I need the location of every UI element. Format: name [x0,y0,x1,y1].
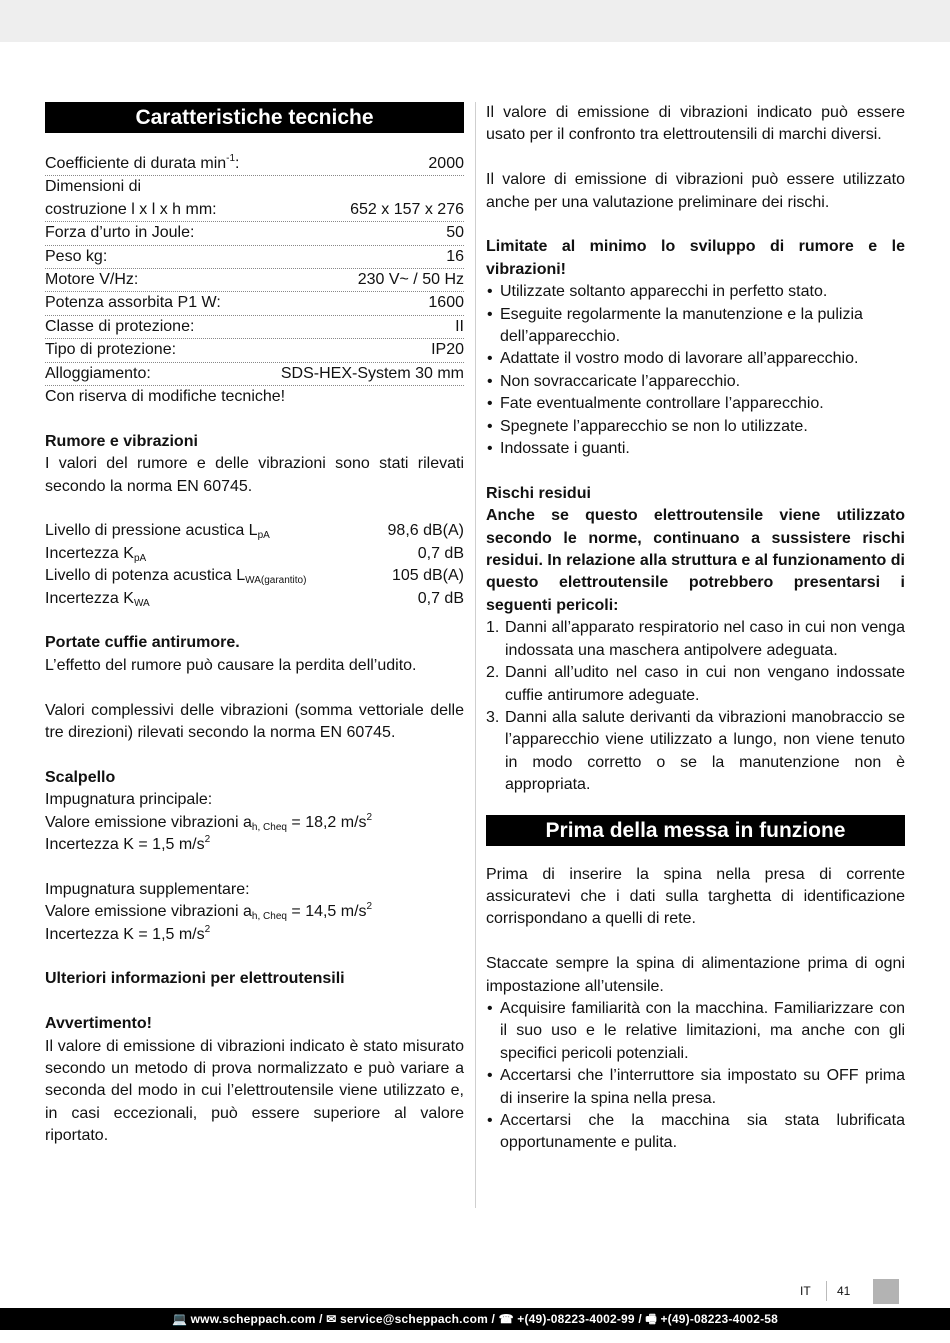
spec-row: Alloggiamento: SDS-HEX-System 30 mm [45,363,464,386]
spec-value: 1600 [428,294,464,312]
list-item: • Spegnete l’apparecchio se non lo utilizzate. [486,416,905,438]
spec-value: 2000 [428,155,464,172]
vibration-text: Valori complessivi delle vibrazioni (somma vettoriale delle tre direzioni) rilevati secondo la norma EN 60745. [45,701,464,741]
sound-values [45,520,464,610]
reserve-note: Con riserva di modifiche tecniche! [45,387,286,405]
sup-grip-label: Impugnatura supplementare: [45,880,250,898]
start-list [486,998,905,1155]
footer-contact-bar: 💻 www.scheppach.com / ✉ service@scheppach.com / ☎ +(49)-08223-4002-99 / 🖷 +(49)-08223-4002-58 [0,1308,950,1330]
paragraph: Staccate sempre la spina di alimentazione prima di ogni impostazione all’utensile. [486,955,905,995]
limit-list [486,281,905,460]
sound-row: Incertezza $K_{WA}$ 0,7 dB [45,589,464,609]
sup-grip-uncertainty: Incertezza K = 1,5 $m/s^2$ [45,923,211,943]
warning-title: Avvertimento! [45,1015,152,1033]
ear-protection-title: Portate cuffie antirumore. [45,634,240,652]
sound-row: Incertezza $K_{pA}$ 0,7 dB [45,544,464,564]
list-item: • Fate eventualmente controllare l’apparecchio. [486,393,905,415]
page-number-separator [826,1281,827,1301]
noise-text: I valori del rumore e delle vibrazioni sono stati rilevati secondo la norma EN 60745. [45,455,464,495]
page-number: 41 [837,1284,851,1298]
spec-value: 652 x 157 x 276 [350,200,464,218]
spec-value: IP20 [431,341,464,359]
spec-row: Classe di protezione: II [45,316,464,339]
list-item: 3. Danni alla salute derivanti da vibrazioni manobraccio se l’apparecchio viene utilizzato a lungo, non viene tenuto in modo corretto o se la manutenzione non è appropriata. [486,708,905,794]
spec-row: Peso kg: 16 [45,246,464,269]
spec-value: II [455,317,464,335]
chisel-title: Scalpello [45,768,116,786]
paragraph: Il valore di emissione di vibrazioni indicato può essere usato per il confronto tra elettroutensili di marchi diversi. [486,104,905,144]
more-info-title: Ulteriori informazioni per elettroutensili [45,970,345,988]
list-item: • Eseguite regolarmente la manutenzione e la pulizia dell’apparecchio. [486,304,905,349]
spec-row: Tipo di protezione: IP20 [45,339,464,362]
spec-row: Potenza assorbita P1 W: 1600 [45,292,464,315]
main-grip-uncertainty: Incertezza K = 1,5 $m/s^2$ [45,833,211,853]
spec-value: 50 [446,224,464,242]
warning-text: Il valore di emissione di vibrazioni indicato è stato misurato secondo un metodo di prova normalizzato e può variare a seconda del modo in cui l’elettroutensile viene utilizzato e, in casi eccezionali, può essere superiore al valore riportato. [45,1037,464,1145]
paragraph: Prima di inserire la spina nella presa di corrente assicuratevi che i dati sulla targhetta di identificazione corrispondano a quelli di rete. [486,865,905,928]
noise-title: Rumore e vibrazioni [45,432,198,450]
page-tab-marker [873,1279,899,1304]
sup-grip-vibration: Valore emissione vibrazioni $a_{h, Cheq} = 14,5$ $m/s^2$ [45,901,373,923]
spec-row: Motore V/Hz: 230 V~ / 50 Hz [45,269,464,292]
top-band [0,0,950,42]
list-item: • Acquisire familiarità con la macchina. Familiarizzare con il suo uso e le relative limitazioni, ma anche con gli specifici pericoli potenziali. [486,998,905,1065]
list-item: • Adattate il vostro modo di lavorare all’apparecchio. [486,348,905,370]
list-item: 2. Danni all’udito nel caso in cui non vengano indossate cuffie antirumore adeguate. [486,664,905,704]
sound-row: Livello di potenza acustica $L_{WA(garantito)}$ 105 dB(A) [45,567,464,587]
language-code: IT [800,1284,811,1298]
list-item: • Accertarsi che la macchina sia stata lubrificata opportunamente e pulita. [486,1110,905,1155]
left-column [45,102,464,1148]
risk-list [486,617,905,796]
risk-title: Rischi residui [486,484,591,502]
spec-value: 16 [446,247,464,265]
list-item: • Accertarsi che l’interruttore sia impostato su OFF prima di inserire la spina nella presa. [486,1065,905,1110]
ear-protection-text: L’effetto del rumore può causare la perdita dell’udito. [45,656,417,674]
limit-title: Limitate al minimo lo sviluppo di rumore e le vibrazioni! [486,238,905,278]
main-grip-label: Impugnatura principale: [45,791,213,809]
list-item: • Utilizzate soltanto apparecchi in perfetto stato. [486,281,905,303]
spec-value: 230 V~ / 50 Hz [357,270,464,288]
section-heading-before-use: Prima della messa in funzione [486,815,905,846]
risk-intro: Anche se questo elettroutensile viene utilizzato secondo le norme, continuano a sussistere rischi residui. In relazione alla struttura e al funzionamento di questo elettroutensile potrebbero presentarsi i seguenti pericoli: [486,507,905,614]
column-divider [475,102,476,1208]
sound-row: Livello di pressione acustica $L_{pA}$ 98,6 dB(A) [45,522,464,542]
main-grip-vibration: Valore emissione vibrazioni $a_{h, Cheq} = 18,2$ $m/s^2$ [45,811,373,833]
spec-table [45,153,464,386]
paragraph: Il valore di emissione di vibrazioni può essere utilizzato anche per una valutazione preliminare dei rischi. [486,171,905,211]
list-item: • Non sovraccaricate l’apparecchio. [486,371,905,393]
section-heading-specs: Caratteristiche tecniche [45,102,464,133]
spec-row: Dimensioni di costruzione l x l x h mm: 652 x 157 x 276 [45,176,464,222]
right-column [486,102,905,1155]
spec-value: SDS-HEX-System 30 mm [280,364,464,382]
spec-row: Coefficiente di durata $\min^{-1}$: 2000 [45,153,464,176]
list-item: • Indossate i guanti. [486,438,905,460]
list-item: 1. Danni all’apparato respiratorio nel caso in cui non venga indossata una maschera antipolvere adeguata. [486,619,905,659]
spec-row: Forza d’urto in Joule: 50 [45,222,464,245]
